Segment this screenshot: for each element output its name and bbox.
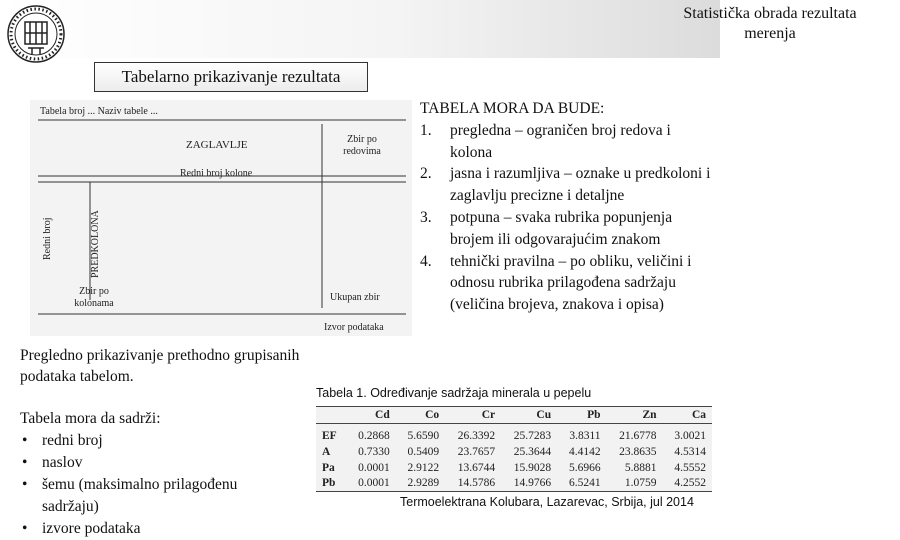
table-cell: 1.0759	[607, 475, 663, 491]
table-row	[316, 424, 712, 445]
table-cell: 14.9766	[501, 475, 557, 491]
table-schema-figure	[30, 100, 412, 336]
schema-stub-label: PREDKOLONA	[90, 210, 101, 278]
slide-title-line2: merenja	[744, 25, 796, 42]
table-cell: 26.3392	[457, 430, 496, 443]
column-header: Pb	[557, 407, 606, 424]
schema-row-sum-2: redovima	[343, 146, 381, 157]
table-cell: 4.5552	[674, 461, 706, 474]
rule-number: 3.	[420, 208, 432, 226]
university-seal-logo	[6, 4, 66, 64]
table-cell: 5.8881	[624, 461, 657, 474]
table-cell: A	[322, 445, 331, 458]
table-cell: 23.7657	[457, 445, 496, 458]
table-cell: Pa	[322, 461, 335, 474]
schema-col-sum-1: Zbir po	[79, 286, 109, 297]
column-header: Cr	[445, 407, 501, 424]
table-cell: EF	[322, 430, 337, 443]
column-header: Cd	[346, 407, 395, 424]
table-cell: 21.6778	[619, 430, 657, 443]
mineral-table	[316, 406, 712, 492]
rule-item	[420, 120, 712, 164]
table-cell: 0.5409	[407, 445, 440, 458]
table-cell: 0.0001	[346, 475, 395, 491]
schema-title: Tabela broj ... Naziv tabele ...	[40, 106, 158, 117]
table-cell: 25.3644	[513, 445, 552, 458]
table-row	[316, 444, 712, 460]
table-cell: 15.9028	[513, 461, 552, 474]
header-band	[0, 0, 720, 58]
rule-text: pregledna – ograničen broj redova i kolona	[450, 121, 671, 161]
table-header-row	[316, 407, 712, 424]
schema-total-sum: Ukupan zbir	[330, 292, 380, 303]
mineral-table-caption: Tabela 1. Određivanje sadržaja minerala u pepelu	[316, 386, 592, 400]
rule-item	[420, 207, 712, 251]
rule-item	[420, 251, 712, 316]
table-cell: 2.9122	[407, 461, 440, 474]
table-cell: 2.9289	[396, 475, 445, 491]
table-cell: 4.4142	[568, 445, 601, 458]
rules-title: TABELA MORA DA BUDE:	[420, 100, 605, 117]
content-item: • šemu (maksimalno prilagođenu sadržaju)	[20, 474, 290, 518]
rule-text: tehnički pravilna – po obliku, veličini i odnosu rubrika prilagođena sadržaju (veličina brojeva, znakova i opisa)	[450, 252, 692, 314]
column-header: Zn	[607, 407, 663, 424]
schema-caption: Pregledno prikazivanje prethodno grupisanih podataka tabelom.	[20, 347, 300, 385]
table-schema-diagram	[30, 100, 412, 336]
rule-item	[420, 163, 712, 207]
table-cell: 23.8635	[619, 445, 657, 458]
table-cell: Pb	[316, 475, 346, 491]
table-row	[316, 475, 712, 491]
content-item: • izvore podataka	[20, 518, 290, 540]
table-rules	[420, 98, 712, 316]
schema-row-number: Redni broj	[42, 217, 53, 260]
slide-title-line1: Statistička obrada rezultata	[683, 5, 857, 22]
column-header: Co	[396, 407, 445, 424]
content-item: • redni broj	[20, 430, 290, 452]
table-source: Termoelektrana Kolubara, Lazarevac, Srbija, jul 2014	[400, 495, 694, 509]
table-cell: 5.6590	[407, 430, 440, 443]
table-cell: 0.2868	[358, 430, 390, 443]
schema-row-sum-1: Zbir po	[347, 134, 377, 145]
section-label: Tabelarno prikazivanje rezultata	[94, 62, 368, 92]
schema-column-number: Redni broj kolone	[180, 168, 253, 179]
rule-text: potpuna – svaka rubrika popunjenja brojem ili odgovarajućim znakom	[450, 208, 673, 248]
table-cell: 13.6744	[457, 461, 496, 474]
slide-title	[640, 4, 900, 44]
table-cell: 5.6966	[568, 461, 601, 474]
rule-number: 2.	[420, 165, 432, 183]
table-cell: 3.8311	[569, 430, 601, 443]
rule-number: 1.	[420, 121, 432, 139]
column-header	[316, 407, 346, 424]
column-header: Cu	[501, 407, 557, 424]
schema-col-sum-2: kolonama	[74, 298, 114, 309]
table-cell: 3.0021	[674, 430, 706, 443]
table-row	[316, 460, 712, 476]
schema-source-label: Izvor podataka	[324, 322, 384, 333]
rules-list	[420, 120, 712, 316]
table-cell: 6.5241	[557, 475, 606, 491]
table-cell: 0.7330	[358, 445, 390, 458]
schema-header-label: ZAGLAVLJE	[186, 139, 248, 151]
table-cell: 25.7283	[513, 430, 552, 443]
rule-number: 4.	[420, 252, 432, 270]
column-header: Ca	[663, 407, 712, 424]
table-cell: 4.2552	[663, 475, 712, 491]
table-cell: 0.0001	[358, 461, 390, 474]
table-cell: 4.5314	[674, 445, 706, 458]
content-list	[20, 430, 290, 540]
content-title: Tabela mora da sadrži:	[20, 410, 161, 427]
table-cell: 14.5786	[445, 475, 501, 491]
rule-text: jasna i razumljiva – oznake u predkoloni i zaglavlju precizne i detaljne	[450, 165, 711, 205]
content-item: • naslov	[20, 452, 290, 474]
